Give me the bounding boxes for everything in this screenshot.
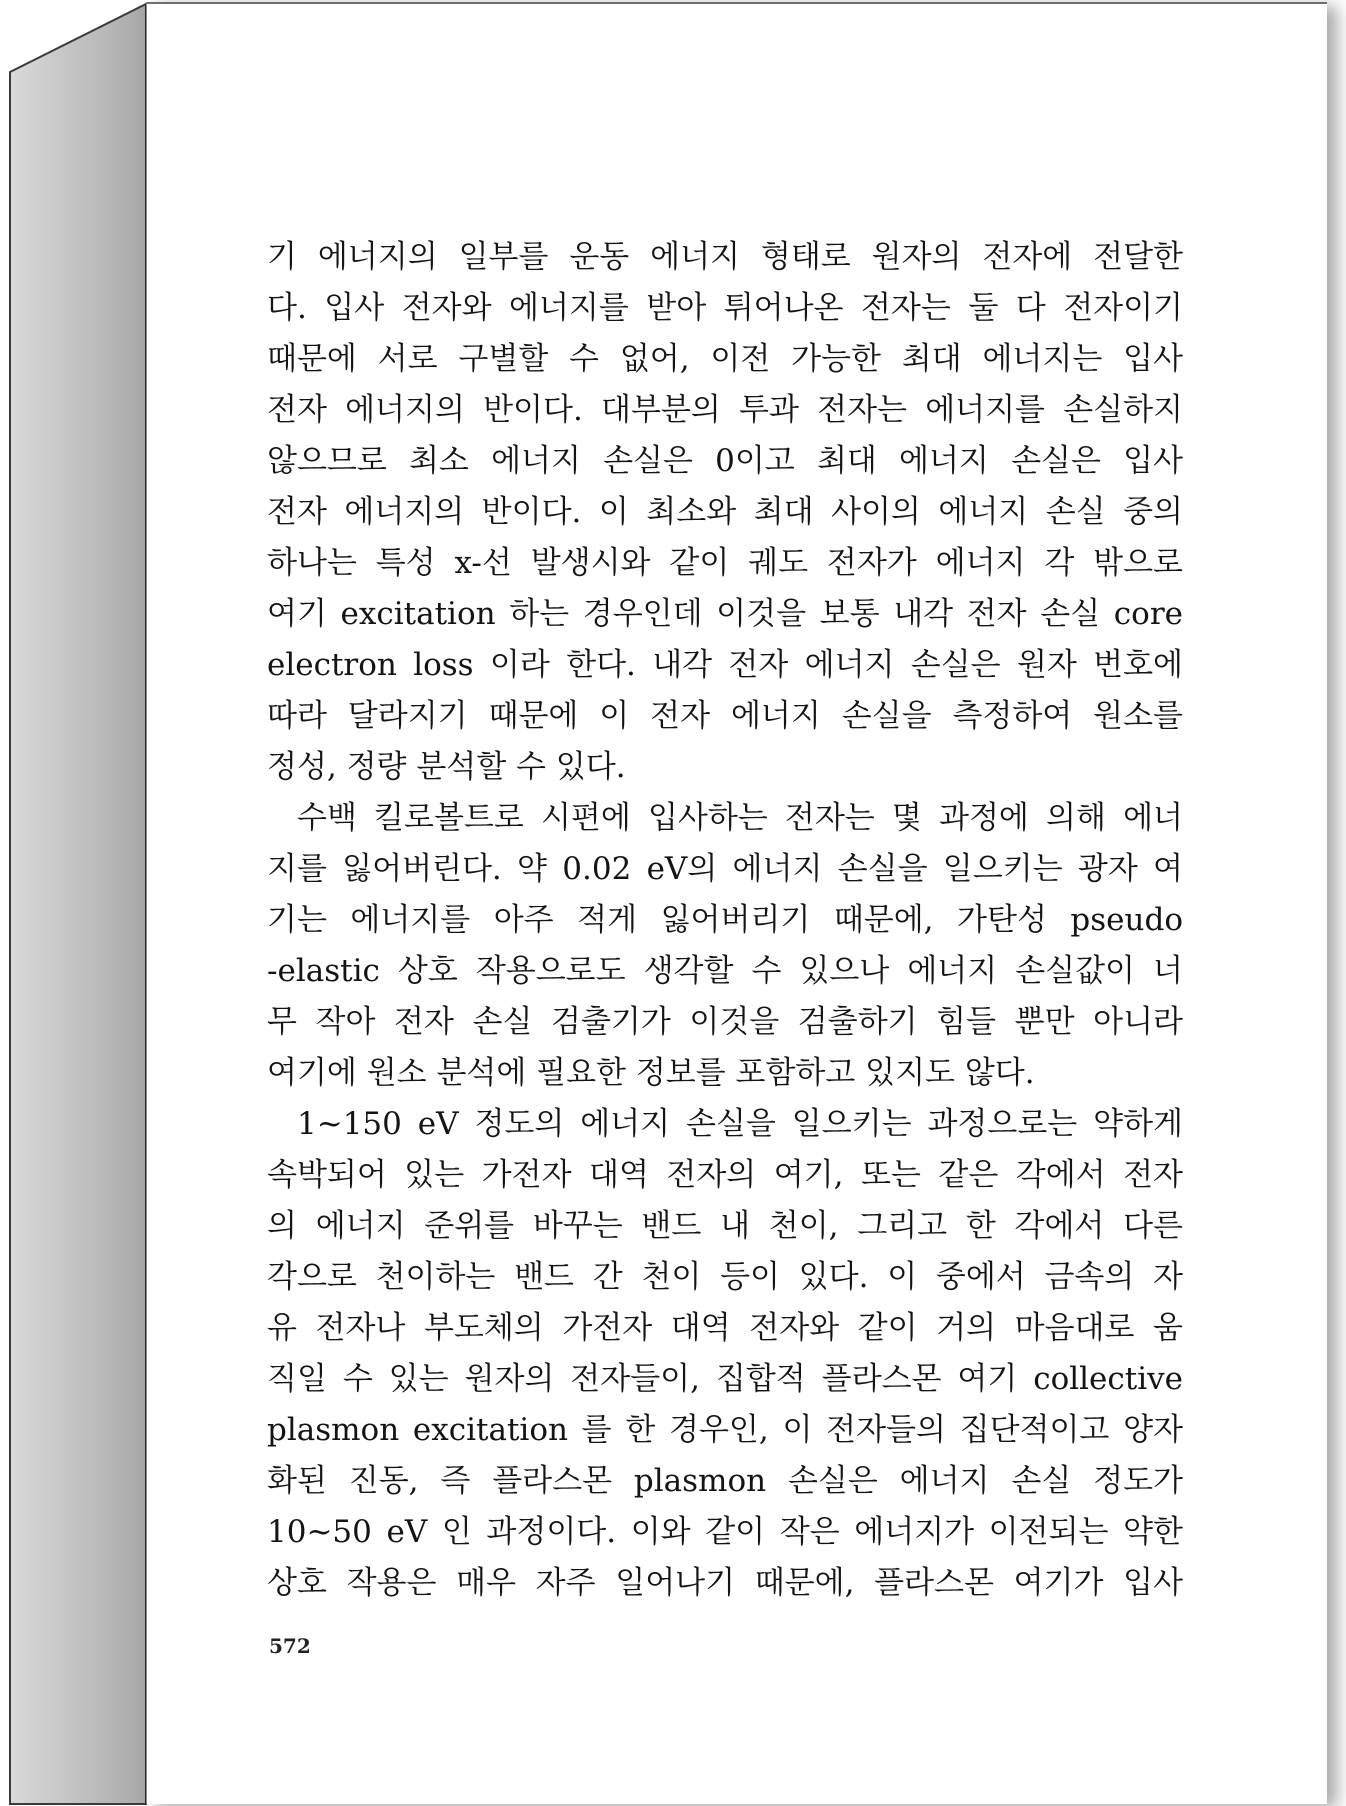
text-line: 1~150 eV 정도의 에너지 손실을 일으키는 과정으로는 약하게 bbox=[297, 1106, 1183, 1142]
paragraph-3 bbox=[267, 1099, 1183, 1609]
text-line: 때문에 서로 구별할 수 없어, 이전 가능한 최대 에너지는 입사 bbox=[267, 341, 1183, 377]
text-line: -elastic 상호 작용으로도 생각할 수 있으나 에너지 손실값이 너 bbox=[267, 953, 1183, 989]
text-line: 다. 입사 전자와 에너지를 받아 튀어나온 전자는 둘 다 전자이기 bbox=[267, 290, 1183, 326]
text-line: 따라 달라지기 때문에 이 전자 에너지 손실을 측정하여 원소를 bbox=[267, 698, 1183, 734]
body-text bbox=[267, 232, 1183, 1609]
paragraph-2 bbox=[267, 793, 1183, 1099]
text-line: 하나는 특성 x-선 발생시와 같이 궤도 전자가 에너지 각 밖으로 bbox=[267, 545, 1183, 581]
text-line: 기 에너지의 일부를 운동 에너지 형태로 원자의 전자에 전달한 bbox=[267, 239, 1183, 275]
text-line: 기는 에너지를 아주 적게 잃어버리기 때문에, 가탄성 pseudo bbox=[267, 902, 1183, 938]
text-line: 상호 작용은 매우 자주 일어나기 때문에, 플라스몬 여기가 입사 bbox=[267, 1565, 1183, 1601]
text-line: 지를 잃어버린다. 약 0.02 eV의 에너지 손실을 일으키는 광자 여 bbox=[267, 851, 1183, 887]
text-line: 수백 킬로볼트로 시편에 입사하는 전자는 몇 과정에 의해 에너 bbox=[297, 800, 1183, 836]
text-line: 전자 에너지의 반이다. 이 최소와 최대 사이의 에너지 손실 중의 bbox=[267, 494, 1183, 530]
text-line: 않으므로 최소 에너지 손실은 0이고 최대 에너지 손실은 입사 bbox=[267, 443, 1183, 479]
text-line: 유 전자나 부도체의 가전자 대역 전자와 같이 거의 마음대로 움 bbox=[267, 1310, 1183, 1346]
text-line: 전자 에너지의 반이다. 대부분의 투과 전자는 에너지를 손실하지 bbox=[267, 392, 1183, 428]
text-line: 화된 진동, 즉 플라스몬 plasmon 손실은 에너지 손실 정도가 bbox=[267, 1463, 1183, 1499]
book-spine-graphic bbox=[0, 0, 150, 1806]
text-line: 10~50 eV 인 과정이다. 이와 같이 작은 에너지가 이전되는 약한 bbox=[267, 1514, 1183, 1550]
text-line: plasmon excitation 를 한 경우인, 이 전자들의 집단적이고 양자 bbox=[267, 1412, 1183, 1448]
text-line: 각으로 천이하는 밴드 간 천이 등이 있다. 이 중에서 금속의 자 bbox=[267, 1259, 1183, 1295]
text-line: 무 작아 전자 손실 검출기가 이것을 검출하기 힘들 뿐만 아니라 bbox=[267, 1004, 1183, 1040]
text-line: 여기 excitation 하는 경우인데 이것을 보통 내각 전자 손실 core bbox=[267, 596, 1183, 632]
text-line: electron loss 이라 한다. 내각 전자 에너지 손실은 원자 번호에 bbox=[267, 647, 1183, 683]
book-spine bbox=[0, 0, 150, 1806]
text-line: 속박되어 있는 가전자 대역 전자의 여기, 또는 같은 각에서 전자 bbox=[267, 1157, 1183, 1193]
paragraph-1 bbox=[267, 232, 1183, 793]
text-line: 직일 수 있는 원자의 전자들이, 집합적 플라스몬 여기 collective bbox=[267, 1361, 1183, 1397]
text-line: 여기에 원소 분석에 필요한 정보를 포함하고 있지도 않다. bbox=[267, 1055, 1035, 1091]
text-line: 의 에너지 준위를 바꾸는 밴드 내 천이, 그리고 한 각에서 다른 bbox=[267, 1208, 1183, 1244]
book-page bbox=[146, 2, 1327, 1804]
text-line: 정성, 정량 분석할 수 있다. bbox=[267, 749, 626, 785]
page-number: 572 bbox=[269, 1634, 311, 1658]
